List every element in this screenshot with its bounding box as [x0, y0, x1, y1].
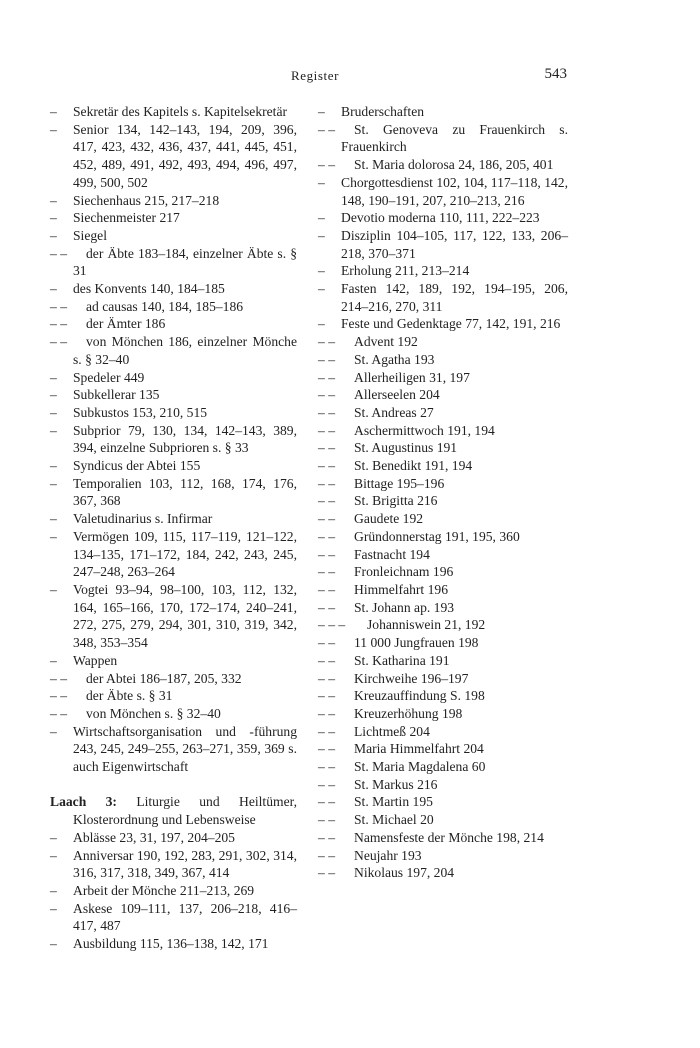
index-entry-text: von Mönchen s. § 32–40: [86, 705, 221, 721]
index-entry-text: Siechenmeister 217: [73, 210, 180, 226]
index-entry-text: Siechenhaus 215, 217–218: [73, 192, 220, 208]
index-entry-text: St. Maria dolorosa 24, 186, 205, 401: [354, 157, 554, 173]
index-entry-dash: –: [318, 281, 325, 297]
section-heading-label: Laach 3:: [50, 794, 117, 810]
index-entry: [318, 262, 568, 280]
index-entry-dash: –: [50, 847, 57, 863]
index-entry-dash: – –: [50, 316, 67, 332]
section-heading-title: Liturgie und Heiltümer, Klosterordnung und Lebensweise: [73, 794, 297, 828]
index-entry-dash: – –: [50, 245, 67, 261]
index-entry: [318, 404, 568, 422]
index-entry-text: Bittage 195–196: [354, 475, 445, 491]
index-entry-dash: – –: [318, 688, 335, 704]
index-entry-text: Subkustos 153, 210, 515: [73, 404, 208, 420]
index-entry-dash: – –: [318, 528, 335, 544]
index-entry: [50, 333, 297, 368]
index-entry: [50, 369, 297, 387]
index-entry: [318, 510, 568, 528]
index-entry: [50, 670, 297, 688]
index-entry-text: Fronleichnam 196: [354, 564, 454, 580]
index-entry-text: Bruderschaften: [341, 104, 425, 119]
index-entry-dash: – –: [50, 334, 67, 350]
index-entry-text: der Äbte s. § 31: [86, 688, 173, 704]
index-entry-dash: –: [318, 263, 325, 279]
index-entry-text: Wappen: [73, 652, 118, 668]
index-entry-dash: –: [50, 882, 57, 898]
index-entry: [50, 935, 297, 953]
index-entry-text: Johanniswein 21, 192: [367, 617, 486, 633]
index-entry-dash: –: [50, 652, 57, 668]
index-entry-text: Temporalien 103, 112, 168, 174, 176, 367, 368: [73, 475, 297, 509]
index-entry: [318, 740, 568, 758]
index-entry: [50, 581, 297, 652]
index-entry: [318, 829, 568, 847]
index-entry-text: Spedeler 449: [73, 369, 145, 385]
index-entry: [50, 528, 297, 581]
index-entry-text: Senior 134, 142–143, 194, 209, 396, 417, 423, 432, 436, 437, 441, 445, 451, 452, 489, 491, 492, 493, 494, 496, 497, 499, 500, 502: [73, 121, 297, 190]
index-entry: [318, 528, 568, 546]
index-entry-dash: – –: [318, 351, 335, 367]
index-entry-text: Kirchweihe 196–197: [354, 670, 469, 686]
index-entry-dash: –: [50, 104, 57, 119]
index-entry-text: ad causas 140, 184, 185–186: [86, 298, 244, 314]
index-entry-text: des Konvents 140, 184–185: [73, 281, 225, 297]
index-column-right: [318, 103, 568, 882]
index-entry-dash: – –: [318, 759, 335, 775]
index-entry-text: Devotio moderna 110, 111, 222–223: [341, 210, 540, 226]
index-entry: [50, 245, 297, 280]
index-entry: [50, 209, 297, 227]
index-entry-dash: –: [50, 900, 57, 916]
index-entry-dash: – –: [318, 493, 335, 509]
index-entry-text: St. Katharina 191: [354, 652, 450, 668]
index-entry-dash: – –: [318, 741, 335, 757]
index-entry-text: Askese 109–111, 137, 206–218, 416–417, 487: [73, 900, 297, 934]
index-entry-dash: –: [318, 104, 325, 119]
index-entry-dash: –: [50, 829, 57, 845]
section-gap: [50, 776, 297, 794]
index-entry: [318, 670, 568, 688]
index-entry-dash: – –: [318, 334, 335, 350]
index-entry-dash: –: [50, 227, 57, 243]
running-header: [0, 66, 700, 86]
index-entry-dash: – –: [318, 635, 335, 651]
index-entry: [318, 563, 568, 581]
index-entry: [50, 386, 297, 404]
index-entry-dash: – –: [318, 723, 335, 739]
index-entry: [50, 315, 297, 333]
index-entry-dash: –: [50, 387, 57, 403]
index-entry-text: Valetudinarius s. Infirmar: [73, 511, 213, 527]
index-entry: [50, 705, 297, 723]
index-entry: [318, 776, 568, 794]
index-entry-text: Gaudete 192: [354, 511, 424, 527]
index-entry-dash: –: [50, 511, 57, 527]
index-entry-dash: –: [318, 316, 325, 332]
index-entry-text: St. Benedikt 191, 194: [354, 458, 473, 474]
index-entry-text: St. Michael 20: [354, 812, 434, 828]
index-entry-dash: – –: [318, 812, 335, 828]
index-entry: [50, 900, 297, 935]
index-entry-text: Chorgottesdienst 102, 104, 117–118, 142, 148, 190–191, 207, 210–213, 216: [341, 174, 568, 208]
index-entry: [318, 599, 568, 617]
index-entry: [318, 634, 568, 652]
index-entry-text: Allerseelen 204: [354, 387, 440, 403]
index-entry-dash: – –: [318, 865, 335, 881]
index-entry-text: der Abtei 186–187, 205, 332: [86, 670, 242, 686]
index-column-left: [50, 103, 297, 953]
index-entry-dash: – –: [318, 121, 335, 137]
index-entry: [50, 510, 297, 528]
index-entry: [318, 616, 568, 634]
index-entry: [318, 333, 568, 351]
index-entry-dash: –: [50, 121, 57, 137]
index-entry: [50, 103, 297, 121]
index-entry: [50, 475, 297, 510]
index-entry: [318, 492, 568, 510]
index-entry: [318, 581, 568, 599]
index-entry: [50, 457, 297, 475]
index-entry-dash: –: [50, 404, 57, 420]
index-entry-dash: – –: [318, 847, 335, 863]
index-entry-text: Fasten 142, 189, 192, 194–195, 206, 214–216, 270, 311: [341, 281, 568, 314]
index-entry: [50, 404, 297, 422]
index-entry: [50, 280, 297, 298]
section-heading: [50, 793, 297, 828]
index-entry-text: Kreuzerhöhung 198: [354, 705, 463, 721]
index-entry-text: Feste und Gedenktage 77, 142, 191, 216: [341, 316, 561, 332]
index-entry-dash: – –: [318, 581, 335, 597]
index-entry-text: St. Markus 216: [354, 776, 438, 792]
index-entry-dash: – –: [318, 705, 335, 721]
index-entry: [318, 121, 568, 156]
index-entry-text: St. Johann ap. 193: [354, 599, 455, 615]
index-entry-text: St. Agatha 193: [354, 351, 435, 367]
index-entry: [318, 156, 568, 174]
index-entry-text: Erholung 211, 213–214: [341, 263, 470, 279]
index-entry: [50, 227, 297, 245]
index-entry-dash: –: [50, 369, 57, 385]
index-entry-text: Disziplin 104–105, 117, 122, 133, 206–218, 370–371: [341, 227, 568, 261]
index-entry-dash: –: [50, 528, 57, 544]
index-entry-text: Subkellerar 135: [73, 387, 160, 403]
index-entry: [318, 174, 568, 209]
index-entry-text: Kreuzauffindung S. 198: [354, 688, 485, 704]
index-entry-text: Sekretär des Kapitels s. Kapitelsekretär: [73, 104, 288, 119]
index-entry: [318, 652, 568, 670]
index-entry-text: Syndicus der Abtei 155: [73, 458, 201, 474]
index-entry: [318, 793, 568, 811]
index-entry-dash: –: [318, 210, 325, 226]
index-entry-text: St. Andreas 27: [354, 404, 434, 420]
page-number: 543: [544, 66, 567, 82]
index-entry: [318, 103, 568, 121]
index-entry: [318, 758, 568, 776]
index-entry-dash: –: [50, 210, 57, 226]
index-entry-text: Lichtmeß 204: [354, 723, 430, 739]
index-entry-dash: –: [50, 475, 57, 491]
index-entry: [50, 121, 297, 192]
index-entry: [318, 369, 568, 387]
index-entry-dash: – –: [50, 705, 67, 721]
index-entry-dash: – –: [318, 599, 335, 615]
index-entry-text: Fastnacht 194: [354, 546, 430, 562]
index-entry-text: Maria Himmelfahrt 204: [354, 741, 484, 757]
index-entry-dash: – –: [50, 670, 67, 686]
index-entry-text: St. Maria Magdalena 60: [354, 759, 486, 775]
index-entry: [318, 280, 568, 315]
index-entry-text: von Mönchen 186, einzelner Mönche s. § 32–40: [73, 334, 297, 367]
index-entry: [318, 422, 568, 440]
index-entry-dash: –: [318, 227, 325, 243]
index-entry: [50, 882, 297, 900]
index-entry: [318, 847, 568, 865]
index-entry: [50, 847, 297, 882]
index-entry: [50, 687, 297, 705]
index-entry-dash: – –: [50, 688, 67, 704]
index-entry-text: Siegel: [73, 227, 107, 243]
index-entry-dash: – –: [318, 652, 335, 668]
index-entry-dash: – –: [318, 670, 335, 686]
index-entry: [50, 652, 297, 670]
index-entry: [318, 227, 568, 262]
index-entry-dash: –: [50, 458, 57, 474]
index-entry-text: St. Augustinus 191: [354, 440, 458, 456]
index-entry-text: Allerheiligen 31, 197: [354, 369, 470, 385]
index-entry-text: Anniversar 190, 192, 283, 291, 302, 314, 316, 317, 318, 349, 367, 414: [73, 847, 297, 881]
index-entry: [318, 351, 568, 369]
index-entry-text: St. Brigitta 216: [354, 493, 438, 509]
index-entry-dash: – –: [318, 829, 335, 845]
index-entry-dash: –: [50, 422, 57, 438]
index-entry-text: Aschermittwoch 191, 194: [354, 422, 495, 438]
index-entry-dash: – –: [318, 422, 335, 438]
index-entry-dash: – –: [318, 794, 335, 810]
index-entry-dash: – –: [318, 404, 335, 420]
index-entry-text: St. Genoveva zu Frauenkirch s. Frauenkirch: [341, 121, 568, 155]
index-entry-text: der Äbte 183–184, einzelner Äbte s. § 31: [73, 245, 297, 279]
index-entry-text: Ausbildung 115, 136–138, 142, 171: [73, 936, 269, 952]
index-entry-text: St. Martin 195: [354, 794, 433, 810]
index-entry-text: 11 000 Jungfrauen 198: [354, 635, 479, 651]
index-entry-dash: – –: [318, 387, 335, 403]
index-entry-dash: – –: [318, 157, 335, 173]
index-entry-dash: –: [50, 581, 57, 597]
index-entry: [50, 829, 297, 847]
index-entry-dash: –: [318, 174, 325, 190]
index-entry: [318, 209, 568, 227]
index-entry-text: Subprior 79, 130, 134, 142–143, 389, 394, einzelne Subprioren s. § 33: [73, 422, 297, 456]
index-entry: [318, 705, 568, 723]
index-entry: [50, 192, 297, 210]
index-entry-dash: –: [50, 723, 57, 739]
index-entry-dash: – –: [318, 511, 335, 527]
index-entry: [318, 475, 568, 493]
index-entry-dash: – –: [318, 475, 335, 491]
index-entry-dash: – –: [318, 369, 335, 385]
index-entry: [318, 723, 568, 741]
index-entry: [50, 422, 297, 457]
index-entry-dash: – –: [318, 458, 335, 474]
index-entry-text: Wirtschaftsorganisation und -führung 243, 245, 249–255, 263–271, 359, 369 s. auch Eigenwirtschaft: [73, 723, 297, 775]
index-entry-text: Namensfeste der Mönche 198, 214: [354, 829, 544, 845]
index-entry-text: Advent 192: [354, 334, 418, 350]
index-entry-text: Arbeit der Mönche 211–213, 269: [73, 882, 255, 898]
index-entry-dash: – –: [318, 564, 335, 580]
index-entry-text: Ablässe 23, 31, 197, 204–205: [73, 829, 235, 845]
index-entry-dash: – –: [318, 776, 335, 792]
index-entry: [318, 457, 568, 475]
index-entry: [318, 546, 568, 564]
index-entry: [318, 386, 568, 404]
index-entry: [318, 439, 568, 457]
index-entry-dash: – –: [318, 440, 335, 456]
index-entry: [318, 315, 568, 333]
index-entry: [318, 811, 568, 829]
index-entry: [318, 864, 568, 882]
index-entry-dash: –: [50, 192, 57, 208]
index-entry-dash: – –: [50, 298, 67, 314]
index-entry: [50, 723, 297, 776]
index-entry-dash: –: [50, 281, 57, 297]
index-entry-text: Gründonnerstag 191, 195, 360: [354, 528, 520, 544]
running-title: Register: [290, 68, 340, 83]
index-entry-dash: – – –: [318, 617, 346, 633]
index-entry: [50, 298, 297, 316]
index-entry-text: Himmelfahrt 196: [354, 581, 449, 597]
index-entry-text: Vermögen 109, 115, 117–119, 121–122, 134–135, 171–172, 184, 242, 243, 245, 247–248, 263–264: [73, 528, 297, 580]
index-entry-text: Nikolaus 197, 204: [354, 865, 455, 881]
index-entry-dash: – –: [318, 546, 335, 562]
index-entry: [318, 687, 568, 705]
index-entry-text: der Ämter 186: [86, 316, 166, 332]
index-entry-text: Vogtei 93–94, 98–100, 103, 112, 132, 164, 165–166, 170, 172–174, 240–241, 272, 275, 279, 294, 301, 310, 319, 342, 348, 353–354: [73, 581, 297, 651]
index-entry-dash: –: [50, 936, 57, 952]
index-entry-text: Neujahr 193: [354, 847, 422, 863]
